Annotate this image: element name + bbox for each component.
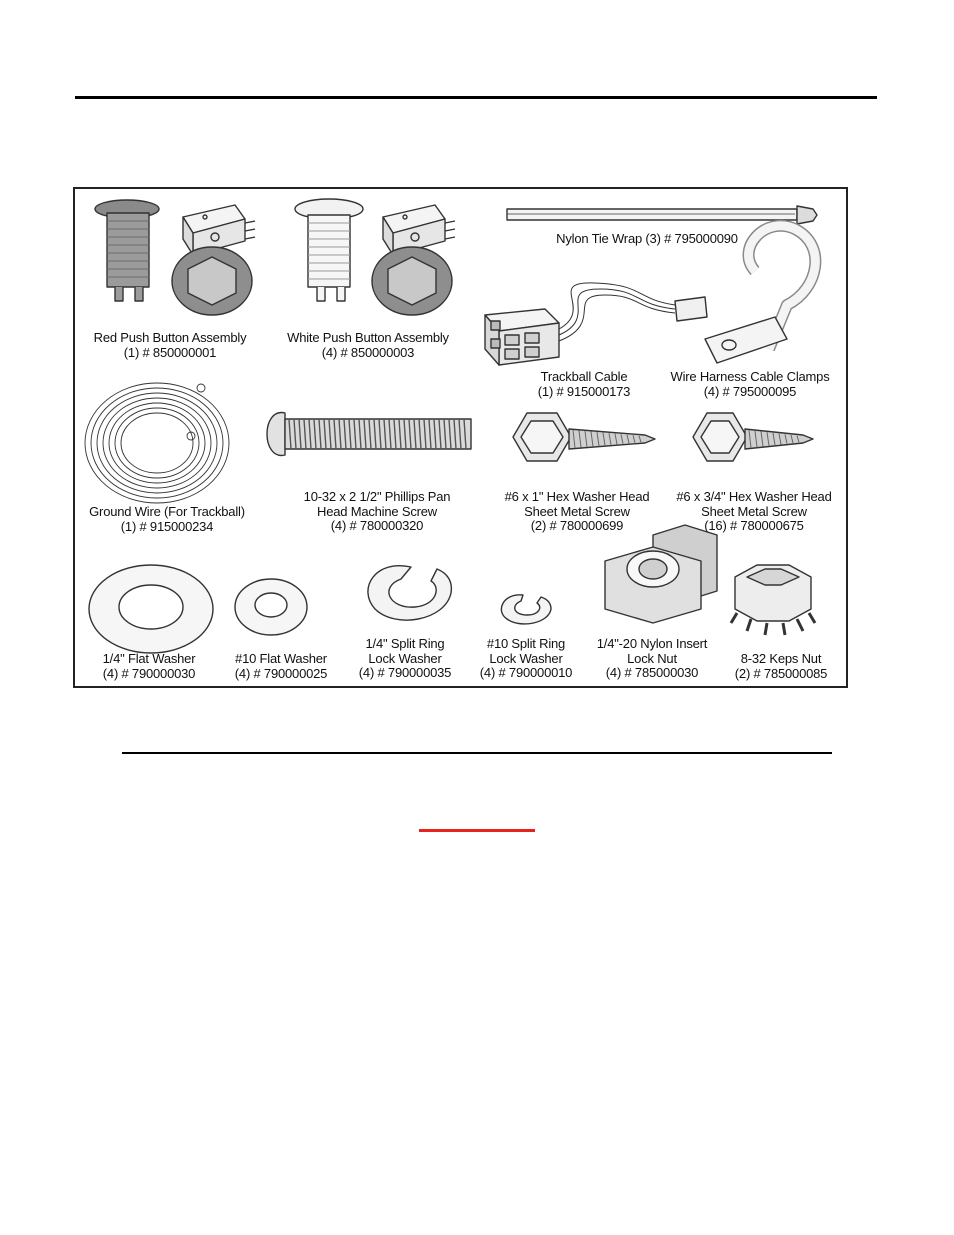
hex-screw-3-4in-icon <box>693 413 813 461</box>
part-label-flat-washer-10: #10 Flat Washer (4) # 790000025 <box>234 651 328 681</box>
part-label-trackball-cable: Trackball Cable (1) # 915000173 <box>537 369 631 399</box>
part-label-hex-screw-1in: #6 x 1" Hex Washer Head Sheet Metal Screw (2) # 780000699 <box>504 489 650 533</box>
split-ring-10-icon <box>501 595 551 624</box>
keps-nut-icon <box>731 565 815 635</box>
part-label-machine-screw: 10-32 x 2 1/2" Phillips Pan Head Machine Screw (4) # 780000320 <box>303 489 451 533</box>
part-label-split-ring-10: #10 Split Ring Lock Washer (4) # 790000010 <box>479 636 573 680</box>
flat-washer-1-4-icon <box>89 565 213 653</box>
part-label-red-push-button: Red Push Button Assembly (1) # 850000001 <box>93 330 247 360</box>
split-ring-1-4-icon <box>368 566 451 620</box>
ground-wire-icon <box>85 383 229 503</box>
hex-screw-1in-icon <box>513 413 655 461</box>
machine-screw-icon <box>267 413 471 456</box>
parts-kit-illustration <box>73 187 848 688</box>
part-label-ground-wire: Ground Wire (For Trackball) (1) # 915000234 <box>89 504 245 534</box>
part-label-keps-nut: 8-32 Keps Nut (2) # 785000085 <box>734 651 828 681</box>
trackball-cable-icon <box>485 283 707 365</box>
nylon-lock-nut-icon <box>605 525 717 623</box>
part-label-nylon-lock-nut: 1/4"-20 Nylon Insert Lock Nut (4) # 785000030 <box>596 636 708 680</box>
parts-drawing <box>75 189 846 686</box>
part-label-hex-screw-3-4in: #6 x 3/4" Hex Washer Head Sheet Metal Screw (16) # 780000675 <box>676 489 832 533</box>
part-label-flat-washer-1-4: 1/4" Flat Washer (4) # 790000030 <box>102 651 196 681</box>
top-horizontal-rule <box>75 96 877 99</box>
red-accent-rule <box>419 829 535 832</box>
part-label-cable-clamps: Wire Harness Cable Clamps (4) # 795000095 <box>670 369 830 399</box>
flat-washer-10-icon <box>235 579 307 635</box>
part-label-split-ring-1-4: 1/4" Split Ring Lock Washer (4) # 790000035 <box>358 636 452 680</box>
white-push-button-icon <box>295 199 455 315</box>
part-label-nylon-tie-wrap: Nylon Tie Wrap (3) # 795000090 <box>556 231 738 246</box>
section-divider-rule <box>122 752 832 754</box>
part-label-white-push-button: White Push Button Assembly (4) # 850000003 <box>287 330 449 360</box>
red-push-button-icon <box>95 200 255 315</box>
